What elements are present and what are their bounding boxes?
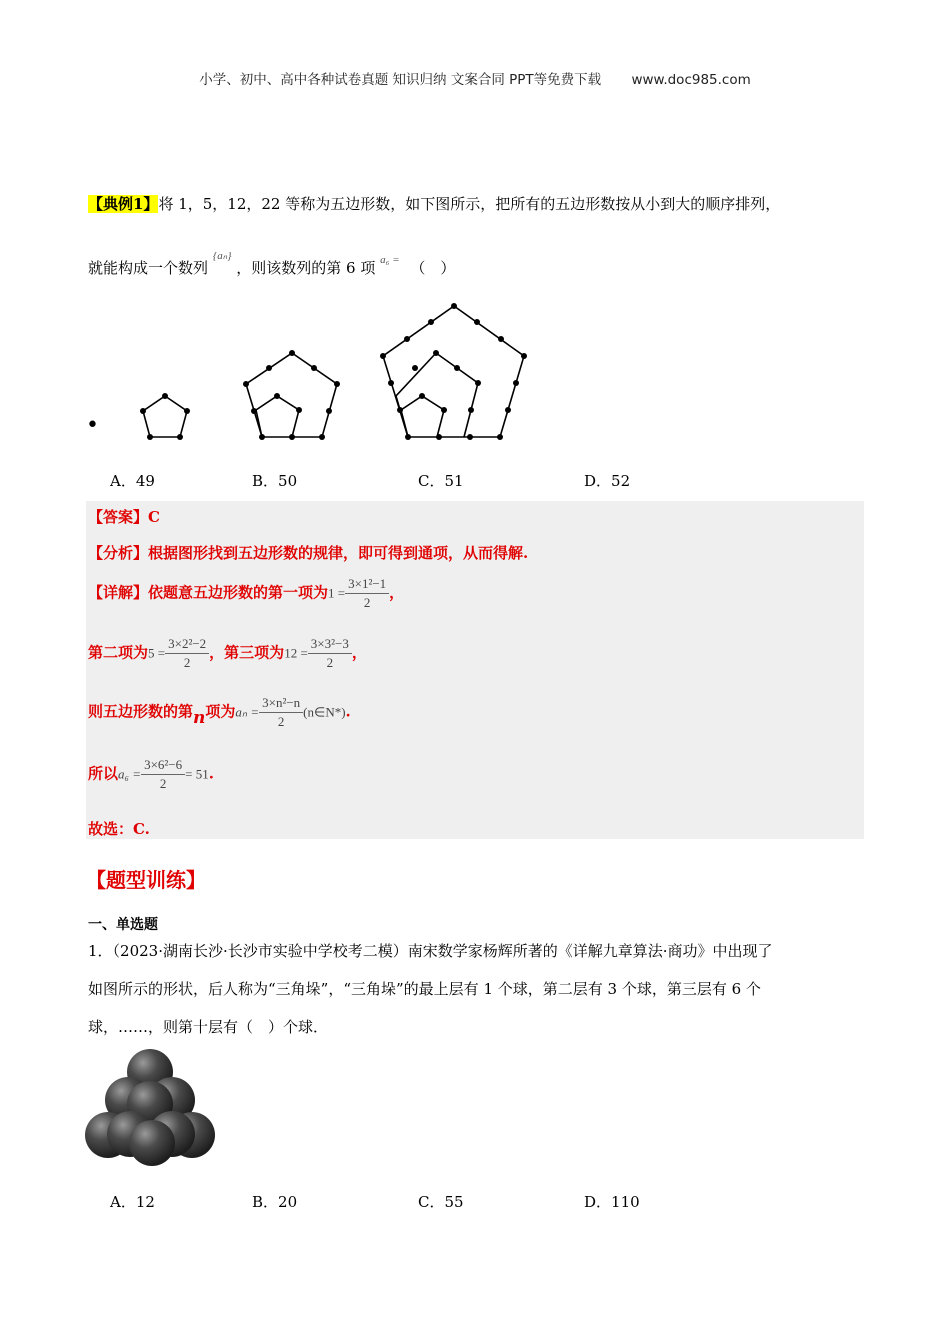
- nth-prefix: 则五边形数的第: [88, 702, 194, 721]
- dot: [259, 434, 265, 440]
- dot: [184, 408, 190, 414]
- dot: [326, 408, 332, 414]
- eq1-lhs: 1 =: [328, 585, 346, 601]
- example-choice-d[interactable]: D．52: [584, 472, 631, 490]
- so-denominator: 2: [159, 776, 167, 791]
- answer-line: 【答案】C: [88, 508, 160, 526]
- dot: [497, 434, 503, 440]
- eq3-numerator: 3×3²−3: [308, 636, 352, 654]
- nth-variable: n: [193, 707, 206, 728]
- detail-line: [88, 576, 404, 611]
- eq3-lhs: 12 =: [284, 645, 308, 661]
- page-header: [0, 68, 950, 88]
- dot: [251, 408, 257, 414]
- q1-line-2: 如图所示的形状，后人称为“三角垛”，“三角垛”的最上层有 1 个球，第二层有 3 个球，第三层有 6 个: [88, 980, 761, 998]
- bullet-marker: •: [86, 413, 99, 438]
- example-tag: 【典例1】: [88, 195, 159, 213]
- eq2-numerator: 3×2²−2: [165, 636, 209, 654]
- dot: [274, 393, 280, 399]
- pentagonal-numbers-diagram: [84, 300, 544, 450]
- pentagon-n3-mid: [396, 353, 478, 437]
- example-choice-c[interactable]: C．51: [418, 472, 464, 490]
- example-text-2b: ，则该数列的第 6 项: [236, 259, 376, 277]
- third-suffix: ，: [351, 643, 367, 662]
- nth-fraction: [259, 695, 303, 730]
- dot: [177, 434, 183, 440]
- q1-choice-a[interactable]: A．12: [110, 1193, 155, 1211]
- dot: [162, 393, 168, 399]
- single-choice-subtitle: 一、单选题: [88, 917, 158, 933]
- ball-pile-illustration: [84, 1046, 216, 1168]
- ball: [129, 1120, 175, 1166]
- nth-condition: (n∈N*): [303, 704, 346, 720]
- dot: [451, 303, 457, 309]
- header-text: 小学、初中、高中各种试卷真题 知识归纳 文案合同 PPT等免费下载: [199, 72, 602, 88]
- so-prefix: 所以: [88, 764, 119, 783]
- so-lhs: a₆ =: [118, 766, 142, 782]
- dot: [454, 365, 460, 371]
- answer-blank: （ ）: [410, 259, 456, 277]
- conclusion-line: [88, 757, 214, 792]
- example-text-1: 将 1，5，12，22 等称为五边形数，如下图所示，把所有的五边形数按从小到大的顺序排列，: [158, 195, 781, 213]
- q1-line-3: 球，……，则第十层有（ ）个球．: [88, 1018, 329, 1036]
- q1-choice-d[interactable]: D．110: [584, 1193, 640, 1211]
- example-line-2: [88, 250, 456, 280]
- detail-suffix: ，: [389, 583, 405, 602]
- nth-denominator: 2: [277, 714, 285, 729]
- dot: [319, 434, 325, 440]
- dot: [388, 380, 394, 386]
- so-suffix: .: [208, 764, 214, 783]
- example-choice-b[interactable]: B．50: [252, 472, 298, 490]
- eq3-denominator: 2: [326, 655, 334, 670]
- dot: [311, 365, 317, 371]
- dot: [475, 380, 481, 386]
- so-numerator: 3×6²−6: [141, 757, 185, 775]
- header-url[interactable]: www.doc985.com: [631, 72, 751, 88]
- dot: [467, 434, 473, 440]
- dot: [140, 408, 146, 414]
- detail-prefix: 【详解】依题意五边形数的第一项为: [88, 583, 329, 602]
- dot: [428, 319, 434, 325]
- third-prefix: ，第三项为: [209, 643, 285, 662]
- so-fraction: [141, 757, 185, 792]
- example-text-2a: 就能构成一个数列: [88, 259, 209, 277]
- sequence-symbol: {aₙ}: [212, 250, 232, 262]
- eq2-fraction: [165, 636, 209, 671]
- dot: [147, 434, 153, 440]
- dot: [419, 393, 425, 399]
- dot: [412, 365, 418, 371]
- triangular-pile-figure: [84, 1046, 216, 1168]
- nth-numerator: 3×n²−n: [259, 695, 303, 713]
- eq3-fraction: [308, 636, 352, 671]
- dot: [334, 381, 340, 387]
- q1-choice-b[interactable]: B．20: [252, 1193, 298, 1211]
- nth-lhs: aₙ =: [235, 704, 260, 720]
- q1-choice-c[interactable]: C．55: [418, 1193, 464, 1211]
- eq1-denominator: 2: [363, 595, 371, 610]
- dot: [441, 407, 447, 413]
- dot: [397, 407, 403, 413]
- training-title: 【题型训练】: [86, 868, 206, 892]
- pentagon-n3-inner: [401, 396, 444, 437]
- dot: [505, 407, 511, 413]
- nth-term-line: [88, 695, 351, 730]
- dot: [266, 365, 272, 371]
- so-rhs: = 51: [185, 766, 209, 782]
- dot: [289, 434, 295, 440]
- dot: [433, 350, 439, 356]
- pentagon-n3-outer: [383, 306, 524, 437]
- dot: [243, 381, 249, 387]
- q1-line-1: 1．（2023·湖南长沙·长沙市实验中学校考二模）南宋数学家杨辉所著的《详解九章算法·商功》中出现了: [88, 942, 773, 960]
- second-third-line: [88, 636, 367, 671]
- dot: [436, 434, 442, 440]
- dot: [405, 434, 411, 440]
- dot: [289, 350, 295, 356]
- dot: [513, 380, 519, 386]
- eq1-fraction: [345, 576, 389, 611]
- a6-symbol: a₆ =: [380, 254, 400, 266]
- example-line-1: [88, 194, 780, 214]
- eq2-denominator: 2: [183, 655, 191, 670]
- pentagon-figure: [84, 300, 544, 450]
- dot: [474, 319, 480, 325]
- example-choice-a[interactable]: A．49: [110, 472, 155, 490]
- pentagon-n2-inner: [256, 396, 299, 437]
- final-choice-line: 故选：C.: [88, 820, 150, 838]
- eq1-numerator: 3×1²−1: [345, 576, 389, 594]
- dot: [521, 353, 527, 359]
- nth-mid: 项为: [205, 702, 236, 721]
- dot: [380, 353, 386, 359]
- pentagon-n1: [143, 396, 187, 437]
- dot: [468, 407, 474, 413]
- second-prefix: 第二项为: [88, 643, 149, 662]
- dot: [404, 336, 410, 342]
- analysis-line: 【分析】根据图形找到五边形数的规律，即可得到通项，从而得解.: [88, 544, 529, 562]
- dot: [296, 407, 302, 413]
- eq2-lhs: 5 =: [148, 645, 166, 661]
- nth-suffix: .: [345, 702, 351, 721]
- dot: [498, 336, 504, 342]
